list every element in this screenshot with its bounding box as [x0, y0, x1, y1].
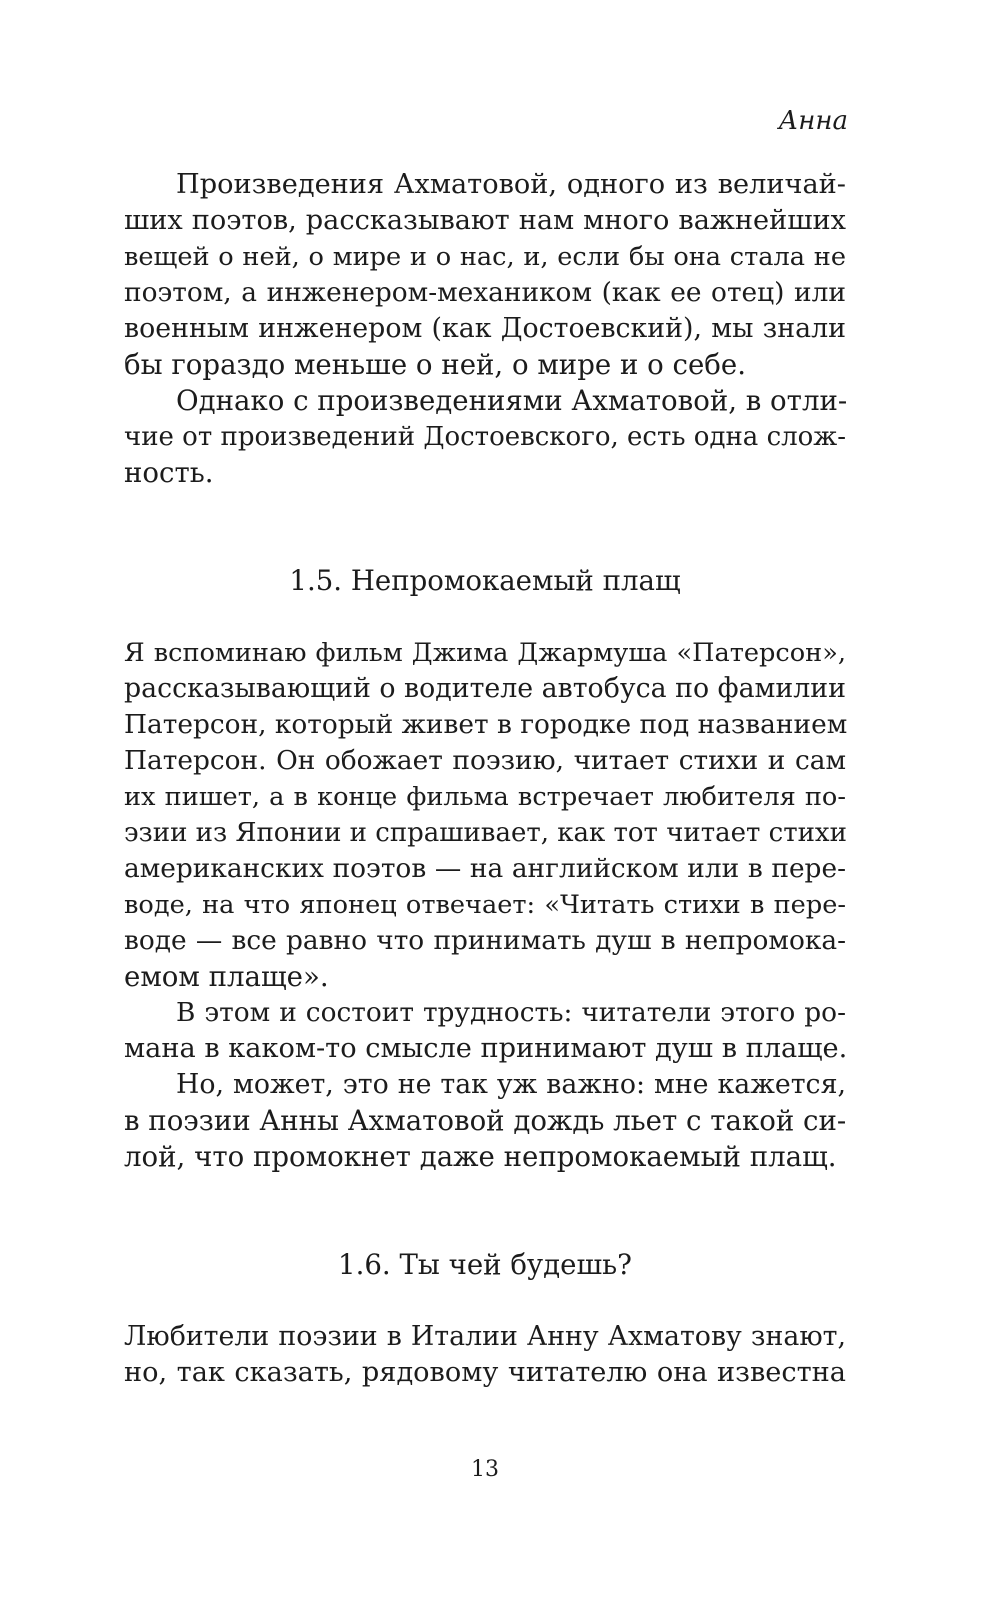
text-line: Патерсон, который живет в городке под названием	[124, 709, 848, 740]
text-line: военным инженером (как Достоевский), мы знали	[124, 313, 846, 344]
text-line: ность.	[124, 456, 214, 489]
section-heading: 1.5. Непромокаемый плащ	[289, 564, 681, 597]
text-line: воде, на что японец отвечает: «Читать стихи в пере-	[124, 890, 846, 920]
text-line: В этом и состоит трудность: читатели этого ро-	[176, 997, 846, 1028]
text-line: чие от произведений Достоевского, есть одна слож-	[124, 422, 846, 452]
text-line: вещей о ней, о мире и о нас, и, если бы она стала не	[124, 242, 846, 272]
text-line: бы гораздо меньше о ней, о мире и о себе.	[124, 348, 747, 381]
text-line: американских поэтов — на английском или в пере-	[124, 853, 846, 884]
text-line: но, так сказать, рядовому читателю она известна	[124, 1357, 846, 1388]
page-number: 13	[471, 1457, 499, 1482]
text-line: воде — все равно что принимать душ в непромока-	[124, 925, 846, 956]
text-line: Я вспоминаю фильм Джима Джармуша «Патерсон»,	[124, 638, 846, 668]
section-heading: 1.6. Ты чей будешь?	[338, 1248, 632, 1281]
text-line: поэтом, а инженером-механиком (как ее отец) или	[124, 277, 846, 308]
text-line: Произведения Ахматовой, одного из величай-	[176, 169, 846, 200]
text-line: ших поэтов, рассказывают нам много важнейших	[124, 205, 846, 236]
text-line: емом плаще».	[124, 960, 329, 993]
text-line: Но, может, это не так уж важно: мне кажется,	[176, 1069, 846, 1100]
text-line: Любители поэзии в Италии Анну Ахматову знают,	[124, 1321, 846, 1352]
text-line: мана в каком-то смысле принимают душ в плаще.	[124, 1033, 848, 1064]
running-head: Анна	[778, 106, 848, 136]
text-line: Однако с произведениями Ахматовой, в отли-	[176, 384, 848, 417]
text-line: в поэзии Анны Ахматовой дождь льет с такой си-	[124, 1104, 847, 1137]
text-line: лой, что промокнет даже непромокаемый плащ.	[124, 1140, 837, 1173]
text-line: эзии из Японии и спрашивает, как тот читает стихи	[124, 818, 847, 848]
text-line: Патерсон. Он обожает поэзию, читает стихи и сам	[124, 745, 846, 776]
text-line: их пишет, а в конце фильма встречает любителя по-	[124, 782, 846, 812]
text-line: рассказывающий о водителе автобуса по фамилии	[124, 673, 846, 704]
